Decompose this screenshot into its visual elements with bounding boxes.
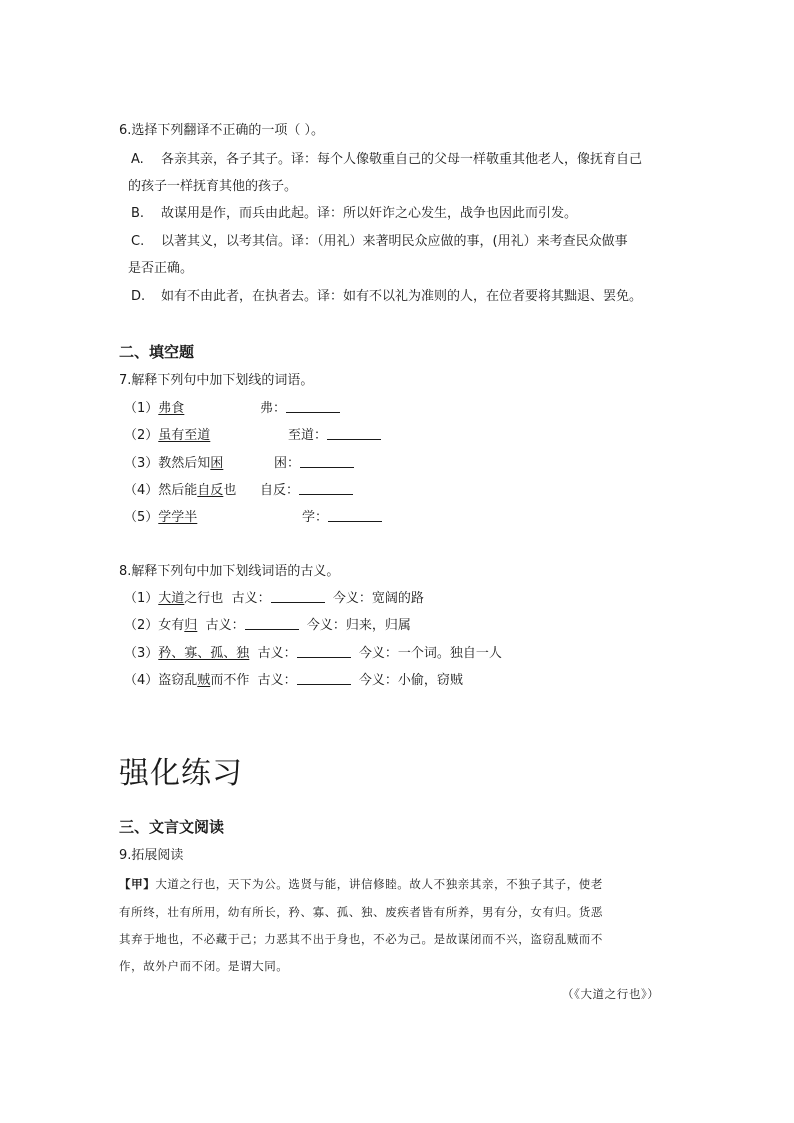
q8-item-3[interactable]: （3）矜、寡、孤、独 古义： 今义：一个词。独自一人 [124,646,502,661]
q8-item-1[interactable]: （1）大道之行也 古义： 今义：宽阔的路 [124,591,424,606]
q7-answer-5[interactable]: 学： [302,509,382,527]
q7-item-2: （2）虽有至道 [124,428,211,443]
answer-blank [297,672,351,685]
answer-blank [299,482,353,495]
passage-line-4: 作，故外户而不闭。是谓大同。 [119,959,289,973]
answer-blank [328,509,382,522]
q6-option-a[interactable] [131,151,642,169]
passage-line-3: 其弃于地也，不必藏于己；力恶其不出于身也，不必为己。是故谋闭而不兴，盗窃乱贼而不 [119,932,603,946]
option-text: 各亲其亲，各子其子。译：每个人像敬重自己的父母一样敬重其他老人，像抚育自己 [161,152,643,167]
q6-option-c[interactable] [131,233,628,251]
passage-line-2: 有所终，壮有所用，幼有所长，矜、寡、孤、独、废疾者皆有所养，男有分，女有归。货恶 [119,905,603,919]
q7-item-5: （5）学学半 [124,510,198,525]
q8-item-4[interactable]: （4）盗窃乱贼而不作 古义： 今义：小偷，窃贼 [124,673,463,688]
q7-stem: 7.解释下列句中加下划线的词语。 [119,373,314,388]
underlined-word: 虽有至道 [158,428,211,443]
underlined-word: 自反 [197,483,224,498]
option-letter: D. [131,289,146,304]
q7-answer-1[interactable]: 弗： [260,400,340,418]
section-title-fill-blank: 二、填空题 [119,343,195,361]
answer-blank [297,645,351,658]
section-title-reading: 三、文言文阅读 [119,818,225,836]
option-letter: A. [131,152,144,167]
answer-blank [286,400,340,413]
option-text: 如有不由此者，在执者去。译：如有不以礼为准则的人，在位者要将其黜退、罢免。 [161,289,643,304]
q6-option-c-cont: 是否正确。 [128,261,194,276]
underlined-word: 弗食 [158,401,185,416]
heading-practice: 强化练习 [119,756,243,791]
option-text: 故谋用是作，而兵由此起。译：所以奸诈之心发生，战争也因此而引发。 [161,206,578,221]
q7-item-4: （4）然后能自反也 [124,483,237,498]
answer-blank [300,455,354,468]
q6-option-d[interactable] [131,288,642,306]
underlined-word: 学学半 [158,510,198,525]
underlined-word: 归 [184,618,198,633]
q7-answer-4[interactable]: 自反： [260,482,353,500]
q7-item-3: （3）教然后知困 [124,456,224,471]
option-letter: B. [131,206,145,221]
q8-item-2[interactable]: （2）女有归 古义： 今义：归来，归属 [124,618,411,633]
q8-stem: 8.解释下列句中加下划线词语的古义。 [119,564,340,579]
underlined-word: 矜、寡、孤、独 [158,646,250,661]
option-text: 以著其义，以考其信。译：（用礼）来著明民众应做的事，(用礼）来考查民众做事 [161,234,628,249]
q7-answer-3[interactable]: 困： [274,455,354,473]
q6-option-a-cont: 的孩子一样抚育其他的孩子。 [128,179,298,194]
answer-blank [271,590,325,603]
underlined-word: 贼 [197,673,211,688]
answer-blank [245,617,299,630]
option-letter: C. [131,234,145,249]
underlined-word: 大道 [158,591,185,606]
q9-stem: 9.拓展阅读 [119,848,184,863]
answer-blank [327,427,381,440]
q7-answer-2[interactable]: 至道： [288,427,381,445]
passage-tag: 【甲】 [119,877,156,891]
q6-option-b[interactable] [131,205,577,223]
underlined-word: 困 [210,456,224,471]
passage-source: （《大道之行也》） [562,987,660,1001]
passage-line-1: 【甲】大道之行也，天下为公。选贤与能，讲信修睦。故人不独亲其亲，不独子其子，使老 [119,877,604,891]
q7-item-1: （1）弗食 [124,401,185,416]
q6-stem: 6.选择下列翻译不正确的一项（ ）。 [119,123,325,138]
